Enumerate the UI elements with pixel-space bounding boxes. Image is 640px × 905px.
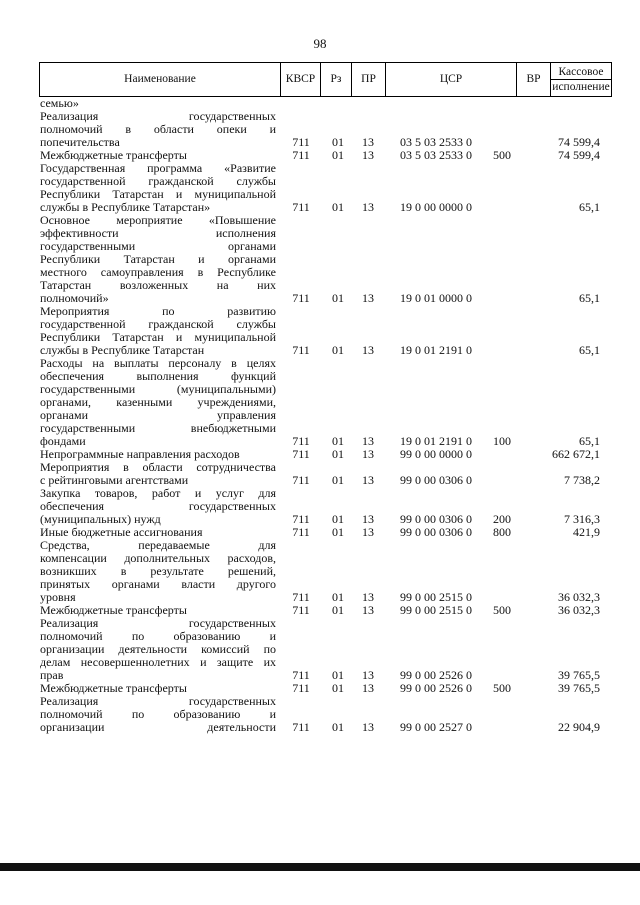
header-csr: ЦСР [386,63,517,96]
table-row [40,357,610,448]
cell-kvsr: 711 [292,447,310,461]
row-name-line: Татарстан возложенных на них [40,278,276,292]
row-name-line: государственными (муниципальными) [40,382,276,396]
cell-sum: 74 599,4 [558,135,600,149]
table-row [40,305,610,357]
row-name-line: уровня [40,590,76,604]
row-name-line: Мероприятия по развитию [40,304,276,318]
cell-kvsr: 711 [292,512,310,526]
row-name-line: семью» [40,96,79,110]
cell-pr: 13 [362,200,374,214]
row-name-line: полномочий» [40,291,109,305]
cell-kvsr: 711 [292,148,310,162]
row-name-line: органами управления [40,408,276,422]
row-name-line: Межбюджетные трансферты [40,681,187,695]
table-row [40,539,610,604]
row-name-line: эффективности исполнения [40,226,276,240]
cell-pr: 13 [362,681,374,695]
cell-csr: 99 0 00 2515 0 [400,590,472,604]
cell-pr: 13 [362,512,374,526]
table-body [40,97,610,734]
row-name-line: Реализация государственных [40,694,276,708]
cell-kvsr: 711 [292,473,310,487]
cell-pr: 13 [362,525,374,539]
header-sum [551,63,611,96]
row-name-line: Средства, передаваемые для [40,538,276,552]
cell-csr: 99 0 00 0306 0 [400,512,472,526]
cell-kvsr: 711 [292,681,310,695]
row-name [40,305,276,357]
cell-rz: 01 [332,447,344,461]
header-sum-line: Кассовое [558,65,604,78]
row-name [40,487,276,526]
row-name [40,461,276,487]
row-name-line: службы в Республике Татарстан [40,343,205,357]
header-vr: ВР [517,63,551,96]
cell-sum: 36 032,3 [558,590,600,604]
cell-rz: 01 [332,291,344,305]
row-name-line: прав [40,668,64,682]
cell-rz: 01 [332,720,344,734]
row-name-line: службы в Республике Татарстан» [40,200,211,214]
row-name-line: принятых органами власти другого [40,577,276,591]
cell-kvsr: 711 [292,525,310,539]
cell-csr: 19 0 01 2191 0 [400,434,472,448]
cell-csr: 19 0 01 0000 0 [400,291,472,305]
cell-kvsr: 711 [292,720,310,734]
cell-rz: 01 [332,473,344,487]
cell-sum: 39 765,5 [558,668,600,682]
row-name-line: попечительства [40,135,120,149]
cell-kvsr: 711 [292,434,310,448]
cell-rz: 01 [332,434,344,448]
row-name-line: компенсации дополнительных расходов, [40,551,276,565]
cell-rz: 01 [332,200,344,214]
cell-rz: 01 [332,512,344,526]
row-name-line: Мероприятия в области сотрудничества [40,460,276,474]
cell-csr: 99 0 00 2526 0 [400,668,472,682]
row-name-line: Непрограммные направления расходов [40,447,240,461]
table-row [40,461,610,487]
cell-csr: 99 0 00 2515 0 [400,603,472,617]
cell-sum: 65,1 [579,200,600,214]
row-name-line: организации деятельности [40,720,276,734]
row-name-line: возникших в результате решений, [40,564,276,578]
row-name [40,695,276,734]
row-name-line: Республики Татарстан и муниципальной [40,187,276,201]
header-rz: Рз [321,63,352,96]
header-name: Наименование [40,63,281,96]
cell-kvsr: 711 [292,343,310,357]
row-name-line: органами, казенными учреждениями, [40,395,276,409]
cell-pr: 13 [362,668,374,682]
cell-vr: 800 [493,525,511,539]
cell-kvsr: 711 [292,135,310,149]
table-row [40,695,610,734]
cell-sum: 662 672,1 [552,447,600,461]
cell-sum: 74 599,4 [558,148,600,162]
cell-vr: 500 [493,681,511,695]
header-pr: ПР [352,63,386,96]
table-row [40,214,610,305]
cell-rz: 01 [332,668,344,682]
row-name [40,539,276,604]
cell-rz: 01 [332,148,344,162]
table-row [40,487,610,526]
row-name-line: Республики Татарстан и муниципальной [40,330,276,344]
row-name [40,110,276,149]
row-name-line: обеспечения государственных [40,499,276,513]
cell-pr: 13 [362,135,374,149]
cell-pr: 13 [362,148,374,162]
cell-csr: 03 5 03 2533 0 [400,148,472,162]
cell-sum: 7 316,3 [564,512,600,526]
row-name-line: Межбюджетные трансферты [40,603,187,617]
row-name-line: полномочий в области опеки и [40,122,276,136]
cell-pr: 13 [362,473,374,487]
cell-kvsr: 711 [292,291,310,305]
cell-pr: 13 [362,291,374,305]
row-name-line: организации деятельности комиссий по [40,642,276,656]
row-name-line: Реализация государственных [40,616,276,630]
cell-csr: 03 5 03 2533 0 [400,135,472,149]
cell-kvsr: 711 [292,590,310,604]
table-row [40,162,610,214]
cell-csr: 99 0 00 0306 0 [400,473,472,487]
cell-sum: 7 738,2 [564,473,600,487]
row-name-line: государственной гражданской службы [40,317,276,331]
cell-sum: 39 765,5 [558,681,600,695]
cell-sum: 36 032,3 [558,603,600,617]
row-name-line: фондами [40,434,86,448]
cell-pr: 13 [362,434,374,448]
cell-pr: 13 [362,447,374,461]
cell-sum: 22 904,9 [558,720,600,734]
row-name-line: Основное мероприятие «Повышение [40,213,276,227]
cell-pr: 13 [362,590,374,604]
row-name-line: полномочий по образованию и [40,629,276,643]
cell-rz: 01 [332,603,344,617]
row-name [40,617,276,682]
cell-sum: 65,1 [579,434,600,448]
header-kvsr: КВСР [281,63,321,96]
cell-rz: 01 [332,525,344,539]
row-name-line: Государственная программа «Развитие [40,161,276,175]
cell-rz: 01 [332,135,344,149]
cell-csr: 19 0 00 0000 0 [400,200,472,214]
cell-kvsr: 711 [292,668,310,682]
cell-rz: 01 [332,681,344,695]
cell-vr: 500 [493,603,511,617]
cell-sum: 65,1 [579,343,600,357]
table-header [39,62,612,97]
row-name-line: государственной гражданской службы [40,174,276,188]
cell-rz: 01 [332,590,344,604]
row-name-line: Иные бюджетные ассигнования [40,525,203,539]
row-name-line: Закупка товаров, работ и услуг для [40,486,276,500]
row-name-line: государственными внебюджетными [40,421,276,435]
row-name-line: полномочий по образованию и [40,707,276,721]
row-name-line: государственными органами [40,239,276,253]
cell-vr: 100 [493,434,511,448]
scan-edge-bar [0,863,640,871]
cell-rz: 01 [332,343,344,357]
cell-csr: 99 0 00 2527 0 [400,720,472,734]
row-name-line: (муниципальных) нужд [40,512,161,526]
cell-pr: 13 [362,343,374,357]
row-name-line: делам несовершеннолетних и защите их [40,655,276,669]
row-name-line: Республики Татарстан и органами [40,252,276,266]
row-name-line: Расходы на выплаты персоналу в целях [40,356,276,370]
cell-pr: 13 [362,603,374,617]
cell-sum: 65,1 [579,291,600,305]
cell-kvsr: 711 [292,603,310,617]
page-number: 98 [313,36,327,51]
cell-csr: 99 0 00 2526 0 [400,681,472,695]
row-name [40,214,276,305]
cell-pr: 13 [362,720,374,734]
row-name [40,357,276,448]
cell-csr: 19 0 01 2191 0 [400,343,472,357]
cell-kvsr: 711 [292,200,310,214]
cell-vr: 200 [493,512,511,526]
row-name-line: Реализация государственных [40,109,276,123]
cell-vr: 500 [493,148,511,162]
row-name-line: Межбюджетные трансферты [40,148,187,162]
row-name-line: с рейтинговыми агентствами [40,473,189,487]
table-row [40,110,610,149]
row-name-line: обеспечения выполнения функций [40,369,276,383]
cell-sum: 421,9 [573,525,600,539]
row-name-line: местного самоуправления в Республике [40,265,276,279]
row-name [40,162,276,214]
cell-csr: 99 0 00 0000 0 [400,447,472,461]
cell-csr: 99 0 00 0306 0 [400,525,472,539]
header-sum-line: исполнение [552,81,610,93]
table-row [40,617,610,682]
